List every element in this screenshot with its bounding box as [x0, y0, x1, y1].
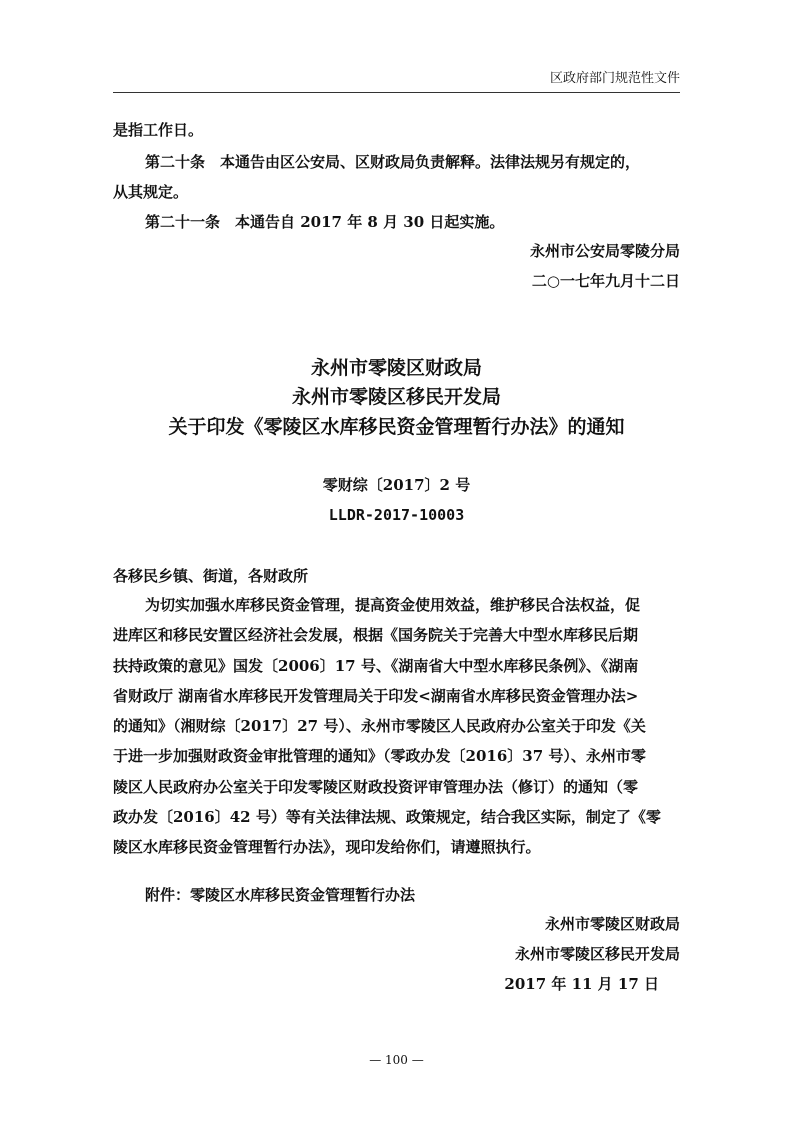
previous-notice-line: 是指工作日。	[113, 121, 204, 139]
body-line: 政办发〔2016〕42 号）等有关法律法规、政策规定，结合我区实际，制定了《零	[113, 808, 661, 827]
article-20-line1: 第二十条 本通告由区公安局、区财政局负责解释。法律法规另有规定的，	[145, 153, 641, 171]
article-21: 第二十一条 本通告自 2017 年 8 月 30 日起实施。	[145, 213, 505, 231]
body-line: 陵区水库移民资金管理暂行办法》，现印发给你们，请遵照执行。	[113, 838, 541, 857]
body-line: 的通知》（湘财综〔2017〕27 号）、永州市零陵区人民政府办公室关于印发《关	[113, 717, 646, 736]
notice-title-line3: 关于印发《零陵区水库移民资金管理暂行办法》的通知	[168, 416, 625, 438]
body-line: 陵区人民政府办公室关于印发零陵区财政投资评审管理办法（修订）的通知（零	[113, 777, 639, 796]
notice-title-line1: 永州市零陵区财政局	[310, 357, 482, 379]
signature-date: 2017 年 11 月 17 日	[504, 975, 659, 993]
salutation: 各移民乡镇、街道，各财政所	[113, 567, 309, 585]
body-line: 扶持政策的意见》国发〔2006〕17 号、《湖南省大中型水库移民条例》、《湖南	[113, 656, 639, 675]
body-line: 进库区和移民安置区经济社会发展，根据《国务院关于完善大中型水库移民后期	[113, 626, 639, 645]
body-line: 为切实加强水库移民资金管理，提高资金使用效益，维护移民合法权益，促	[145, 596, 641, 614]
signature-org-migration: 永州市零陵区移民开发局	[514, 945, 680, 963]
notice-body	[113, 590, 680, 863]
previous-signature-org: 永州市公安局零陵分局	[529, 242, 680, 260]
previous-signature-date: 二○一七年九月十二日	[531, 272, 680, 290]
running-header	[113, 70, 680, 93]
notice-title-line2: 永州市零陵区移民开发局	[291, 386, 501, 408]
attachment-line: 附件：零陵区水库移民资金管理暂行办法	[145, 886, 416, 904]
document-number: 零财综〔2017〕2 号	[322, 476, 471, 494]
article-20-line2: 从其规定。	[113, 183, 189, 201]
body-line: 省财政厅 湖南省水库移民开发管理局关于印发<湖南省水库移民资金管理办法>	[113, 686, 639, 705]
signature-org-finance: 永州市零陵区财政局	[544, 915, 680, 933]
header-label: 区政府部门规范性文件	[549, 71, 680, 86]
page-number: — 100 —	[369, 1053, 424, 1067]
body-line: 于进一步加强财政资金审批管理的通知》（零政办发〔2016〕37 号）、永州市零	[113, 747, 646, 766]
registration-number: LLDR-2017-10003	[328, 506, 465, 524]
